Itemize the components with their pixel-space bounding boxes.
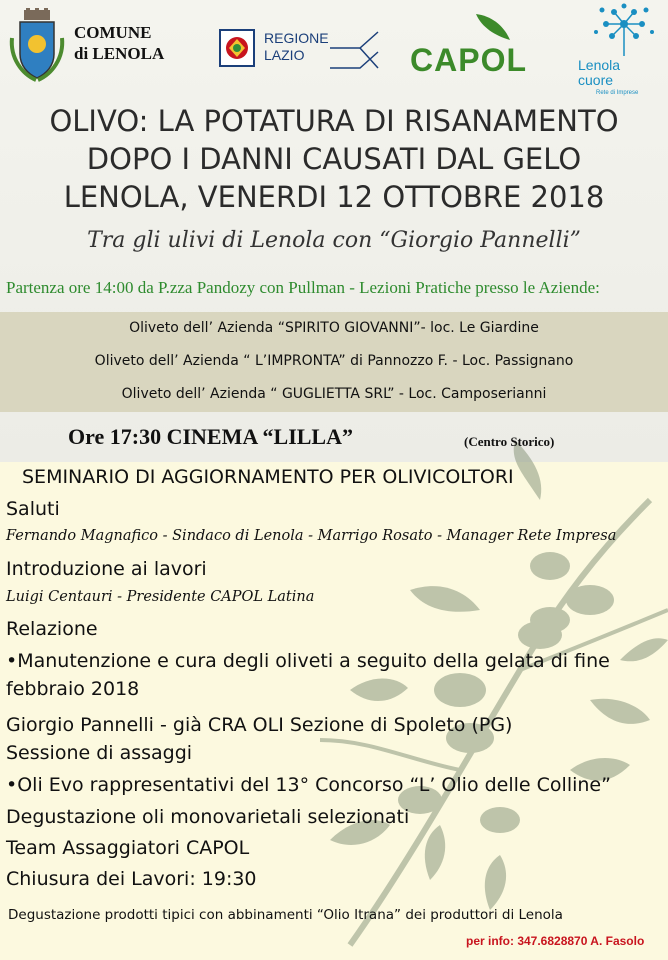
team-item: Team Assaggiatori CAPOL: [6, 837, 250, 859]
intro-heading: Introduzione ai lavori: [6, 558, 207, 580]
capol-leaf-icon: [472, 12, 516, 42]
footer-tasting: Degustazione prodotti tipici con abbinamenti “Olio Itrana” dei produttori di Lenola: [8, 907, 563, 923]
regione-line1: REGIONE: [264, 30, 329, 46]
degustazione-item: Degustazione oli monovarietali selezionati: [6, 806, 410, 828]
lenola-line2: cuore: [578, 72, 614, 88]
farm-item: Oliveto dell’ Azienda “ L’IMPRONTA” di Pannozzo F. - Loc. Passignano: [94, 353, 574, 369]
saluti-heading: Saluti: [6, 498, 60, 520]
capol-logo-text: CAPOL: [410, 42, 527, 78]
relazione-heading: Relazione: [6, 618, 98, 640]
saluti-speakers: Fernando Magnafico - Sindaco di Lenola - Marrigo Rosato - Manager Rete Impresa: [6, 528, 617, 544]
olive-branch-decoration: [290, 440, 668, 960]
lenola-line1: Lenola: [578, 57, 621, 73]
chiusura-item: Chiusura dei Lavori: 19:30: [6, 868, 257, 890]
contact-info: per info: 347.6828870 A. Fasolo: [466, 934, 645, 948]
comune-line2: di LENOLA: [74, 44, 165, 63]
sessione-heading: Sessione di assaggi: [6, 742, 193, 764]
farm-item: Oliveto dell’ Azienda “ GUGLIETTA SRL” - Loc. Camposerianni: [121, 386, 547, 402]
intro-speaker: Luigi Centauri - Presidente CAPOL Latina: [6, 589, 315, 605]
cinema-heading: Ore 17:30 CINEMA “LILLA”: [68, 424, 353, 449]
farm-item: Oliveto dell’ Azienda “SPIRITO GIOVANNI”- loc. Le Giardine: [129, 320, 539, 336]
lenola-subtitle: Rete di Imprese: [596, 90, 639, 96]
title-line-1: OLIVO: LA POTATURA DI RISANAMENTO: [49, 104, 619, 138]
seminar-title: SEMINARIO DI AGGIORNAMENTO PER OLIVICOLTORI: [22, 466, 514, 488]
title-line-2: DOPO I DANNI CAUSATI DAL GELO: [86, 142, 582, 176]
regione-name: [264, 30, 329, 64]
relatore: Giorgio Pannelli - già CRA OLI Sezione di Spoleto (PG): [6, 714, 513, 736]
relazione-topic-line-1: •Manutenzione e cura degli oliveti a seguito della gelata di fine: [6, 650, 610, 672]
title-line-3: LENOLA, VENERDI 12 OTTOBRE 2018: [63, 180, 605, 214]
regione-lines-icon: [330, 30, 380, 70]
comune-line1: COMUNE: [74, 23, 152, 42]
comune-lenola-crest-icon: [8, 8, 66, 82]
cinema-note: (Centro Storico): [464, 434, 555, 449]
regione-line2: LAZIO: [264, 47, 305, 63]
relazione-topic-line-2: febbraio 2018: [6, 678, 140, 700]
departure-info: Partenza ore 14:00 da P.zza Pandozy con Pullman - Lezioni Pratiche presso le Aziende:: [6, 278, 600, 297]
subtitle: Tra gli ulivi di Lenola con “Giorgio Pannelli”: [87, 228, 581, 253]
oli-evo-item: •Oli Evo rappresentativi del 13° Concorso “L’ Olio delle Colline”: [6, 774, 611, 796]
lenola-cuore-name: [578, 58, 620, 88]
regione-lazio-emblem-icon: [218, 28, 256, 68]
comune-name: [74, 22, 164, 64]
